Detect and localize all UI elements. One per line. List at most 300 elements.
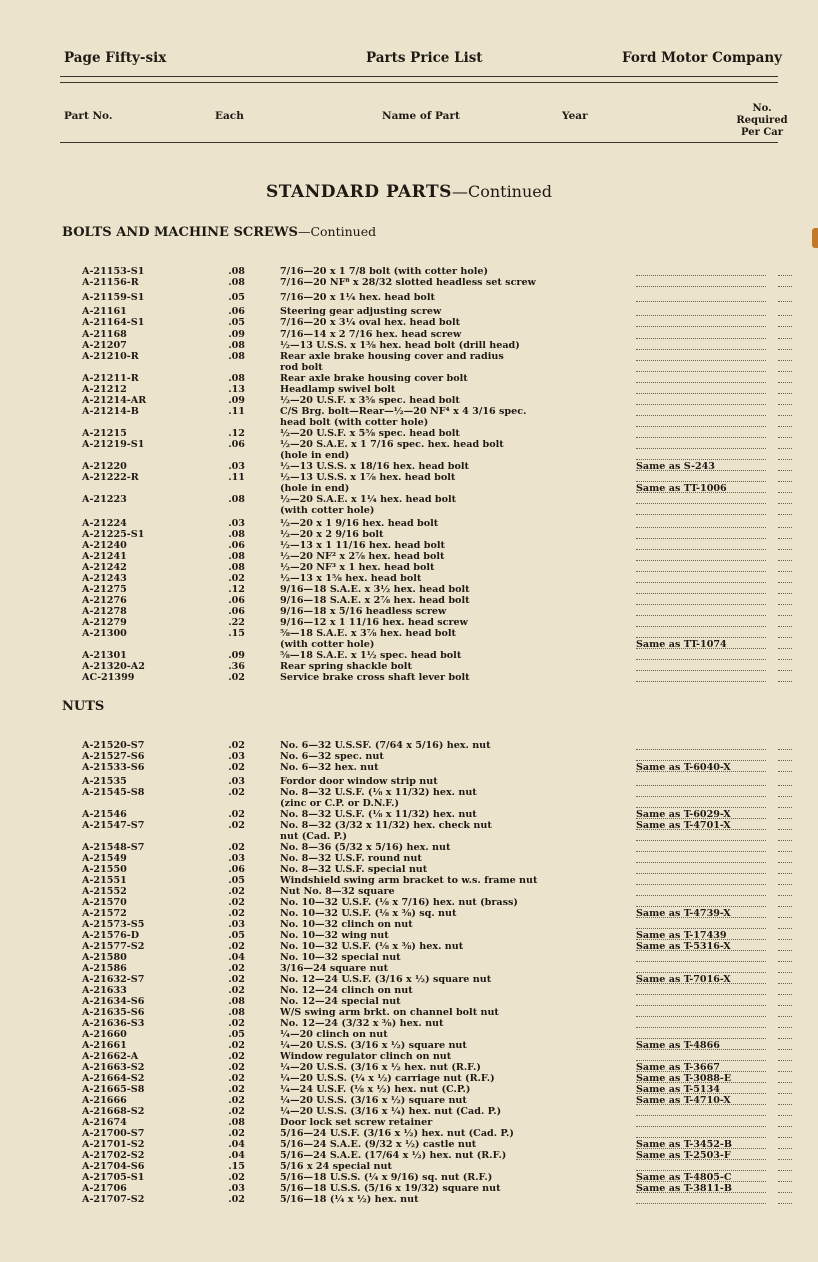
unit-price: .02 xyxy=(228,762,245,773)
required-per-car xyxy=(778,606,792,616)
part-name: No. 6—32 hex. nut xyxy=(280,762,379,773)
section-title-text: BOLTS AND MACHINE SCREWS xyxy=(62,225,298,240)
required-per-car xyxy=(778,329,792,339)
year-reference: Same as T-6040-X xyxy=(636,762,766,772)
unit-price: .04 xyxy=(228,952,245,963)
company-name: Ford Motor Company xyxy=(622,50,782,66)
unit-price: .02 xyxy=(228,908,245,919)
unit-price: .12 xyxy=(228,428,245,439)
required-per-car xyxy=(778,1095,792,1105)
table-row xyxy=(0,395,818,406)
part-number: A-21223 xyxy=(82,494,127,505)
table-row xyxy=(0,562,818,573)
part-name: head bolt (with cotter hole) xyxy=(280,417,429,428)
part-name: No. 8—32 U.S.F. special nut xyxy=(280,864,428,875)
section-heading xyxy=(0,182,818,202)
required-per-car xyxy=(778,1040,792,1050)
part-name: No. 8—32 U.S.F. round nut xyxy=(280,853,422,864)
part-name: ¼—20 U.S.S. (3/16 x ½) square nut xyxy=(280,1095,467,1106)
part-number: A-21707-S2 xyxy=(82,1194,145,1205)
part-number: A-21212 xyxy=(82,384,127,395)
table-row xyxy=(0,751,818,762)
part-name: C/S Brg. bolt—Rear—½—20 NF⁴ x 4 3/16 spec. xyxy=(280,406,527,417)
part-number: A-21275 xyxy=(82,584,127,595)
required-per-car xyxy=(778,661,792,671)
part-number: A-21662-A xyxy=(82,1051,139,1062)
part-name: No. 8—32 U.S.F. (⅛ x 11/32) hex. nut xyxy=(280,809,477,820)
table-row xyxy=(0,897,818,908)
unit-price: .02 xyxy=(228,963,245,974)
year-reference xyxy=(636,661,766,671)
unit-price: .06 xyxy=(228,306,245,317)
unit-price: .08 xyxy=(228,551,245,562)
year-reference xyxy=(636,963,766,973)
part-number: A-21224 xyxy=(82,518,127,529)
part-number: A-21215 xyxy=(82,428,127,439)
part-number: A-21704-S6 xyxy=(82,1161,145,1172)
part-number: A-21225-S1 xyxy=(82,529,145,540)
table-row xyxy=(0,798,818,809)
part-name: ½—13 U.S.S. x 1⅜ hex. head bolt (drill head) xyxy=(280,340,520,351)
part-number: A-21214-AR xyxy=(82,395,147,406)
part-name: 5/16—24 U.S.F. (3/16 x ½) hex. nut (Cad. P.) xyxy=(280,1128,514,1139)
part-name: (hole in end) xyxy=(280,450,350,461)
required-per-car xyxy=(778,529,792,539)
part-number: A-21665-S8 xyxy=(82,1084,145,1095)
required-per-car xyxy=(778,617,792,627)
unit-price: .08 xyxy=(228,996,245,1007)
year-reference xyxy=(636,1051,766,1061)
required-per-car xyxy=(778,472,792,482)
column-each: Each xyxy=(215,110,244,122)
part-number: A-21520-S7 xyxy=(82,740,145,751)
year-reference xyxy=(636,428,766,438)
table-row xyxy=(0,277,818,288)
required-per-car xyxy=(778,395,792,405)
part-name: 5/16—18 (¼ x ½) hex. nut xyxy=(280,1194,419,1205)
section-title xyxy=(62,698,104,714)
required-per-car xyxy=(778,562,792,572)
table-row xyxy=(0,930,818,941)
part-number: A-21242 xyxy=(82,562,127,573)
heading-continued: —Continued xyxy=(451,182,552,201)
required-per-car xyxy=(778,317,792,327)
table-row xyxy=(0,650,818,661)
table-row xyxy=(0,1051,818,1062)
table-row xyxy=(0,461,818,472)
unit-price: .02 xyxy=(228,820,245,831)
table-row xyxy=(0,362,818,373)
part-number: A-21548-S7 xyxy=(82,842,145,853)
table-row xyxy=(0,875,818,886)
part-number: A-21240 xyxy=(82,540,127,551)
unit-price: .08 xyxy=(228,351,245,362)
unit-price: .02 xyxy=(228,787,245,798)
required-per-car xyxy=(778,809,792,819)
part-number: A-21663-S2 xyxy=(82,1062,145,1073)
unit-price: .02 xyxy=(228,1040,245,1051)
required-per-car xyxy=(778,974,792,984)
part-name: No. 8—32 (3/32 x 11/32) hex. check nut xyxy=(280,820,492,831)
year-reference xyxy=(636,864,766,874)
part-number: A-21276 xyxy=(82,595,127,606)
table-row xyxy=(0,483,818,494)
year-reference xyxy=(636,628,766,638)
required-per-car xyxy=(778,1128,792,1138)
year-reference xyxy=(636,897,766,907)
part-number: A-21551 xyxy=(82,875,127,886)
part-name: ½—20 x 1 9/16 hex. head bolt xyxy=(280,518,439,529)
unit-price: .02 xyxy=(228,740,245,751)
table-row xyxy=(0,329,818,340)
unit-price: .03 xyxy=(228,461,245,472)
column-part-no: Part No. xyxy=(64,110,113,122)
part-name: ¼—20 U.S.S. (3/16 x ½ hex. nut (R.F.) xyxy=(280,1062,481,1073)
year-reference xyxy=(636,362,766,372)
year-reference xyxy=(636,384,766,394)
year-reference xyxy=(636,450,766,460)
part-name: (with cotter hole) xyxy=(280,505,375,516)
year-reference: Same as T-3667 xyxy=(636,1062,766,1072)
part-name: ½—20 NF³ x 1 hex. head bolt xyxy=(280,562,435,573)
part-number: A-21674 xyxy=(82,1117,127,1128)
column-required-line2: Required xyxy=(736,115,788,126)
required-per-car xyxy=(778,842,792,852)
part-name: ½—13 x 1 11/16 hex. head bolt xyxy=(280,540,445,551)
part-number: A-21222-R xyxy=(82,472,139,483)
table-row xyxy=(0,974,818,985)
required-per-car xyxy=(778,483,792,493)
unit-price: .09 xyxy=(228,329,245,340)
part-name: ¼—24 U.S.F. (⅛ x ½) hex. nut (C.P.) xyxy=(280,1084,471,1095)
required-per-car xyxy=(778,340,792,350)
document-title: Parts Price List xyxy=(366,50,483,66)
part-name: No. 10—32 U.S.F. (⅛ x ⅜) hex. nut xyxy=(280,941,464,952)
unit-price: .08 xyxy=(228,494,245,505)
unit-price: .02 xyxy=(228,1128,245,1139)
table-row xyxy=(0,494,818,505)
table-row xyxy=(0,518,818,529)
table-row xyxy=(0,351,818,362)
required-per-car xyxy=(778,798,792,808)
part-name: ⅝—18 S.A.E. x 3⅞ hex. head bolt xyxy=(280,628,456,639)
part-number: A-21636-S3 xyxy=(82,1018,145,1029)
part-name: No. 10—32 special nut xyxy=(280,952,401,963)
required-per-car xyxy=(778,1073,792,1083)
part-name: nut (Cad. P.) xyxy=(280,831,348,842)
required-per-car xyxy=(778,908,792,918)
year-reference xyxy=(636,562,766,572)
part-name: 5/16—24 S.A.E. (17/64 x ½) hex. nut (R.F.) xyxy=(280,1150,507,1161)
required-per-car xyxy=(778,494,792,504)
year-reference xyxy=(636,776,766,786)
year-reference: Same as TT-1006 xyxy=(636,483,766,493)
table-row xyxy=(0,1073,818,1084)
unit-price: .08 xyxy=(228,340,245,351)
year-reference xyxy=(636,1161,766,1171)
part-name: 7/16—20 NF⁸ x 28/32 slotted headless set screw xyxy=(280,277,536,288)
required-per-car xyxy=(778,787,792,797)
part-name: No. 10—32 U.S.F. (⅛ x 7/16) hex. nut (brass) xyxy=(280,897,518,908)
table-row xyxy=(0,1007,818,1018)
part-number: A-21219-S1 xyxy=(82,439,145,450)
required-per-car xyxy=(778,551,792,561)
table-row xyxy=(0,831,818,842)
year-reference xyxy=(636,395,766,405)
unit-price: .08 xyxy=(228,277,245,288)
required-per-car xyxy=(778,505,792,515)
part-number: A-21666 xyxy=(82,1095,127,1106)
unit-price: .05 xyxy=(228,317,245,328)
required-per-car xyxy=(778,1194,792,1204)
part-number: A-21661 xyxy=(82,1040,127,1051)
part-name: No. 12—24 special nut xyxy=(280,996,401,1007)
table-row xyxy=(0,384,818,395)
required-per-car xyxy=(778,886,792,896)
table-row xyxy=(0,551,818,562)
required-per-car xyxy=(778,595,792,605)
unit-price: .02 xyxy=(228,1194,245,1205)
table-row xyxy=(0,1117,818,1128)
part-name: No. 12—24 U.S.F. (3/16 x ½) square nut xyxy=(280,974,492,985)
required-per-car xyxy=(778,952,792,962)
year-reference xyxy=(636,551,766,561)
part-name: Headlamp swivel bolt xyxy=(280,384,396,395)
part-name: 5/16—24 S.A.E. (9/32 x ½) castle nut xyxy=(280,1139,477,1150)
part-name: 7/16—14 x 2 7/16 hex. head screw xyxy=(280,329,462,340)
table-row xyxy=(0,963,818,974)
required-per-car xyxy=(778,306,792,316)
required-per-car xyxy=(778,776,792,786)
unit-price: .05 xyxy=(228,292,245,303)
year-reference: Same as T-2503-F xyxy=(636,1150,766,1160)
unit-price: .02 xyxy=(228,985,245,996)
table-row xyxy=(0,306,818,317)
required-per-car xyxy=(778,1007,792,1017)
part-name: ½—13 U.S.S. x 1⅞ hex. head bolt xyxy=(280,472,456,483)
table-row xyxy=(0,740,818,751)
required-per-car xyxy=(778,266,792,276)
table-row xyxy=(0,439,818,450)
table-row xyxy=(0,1106,818,1117)
part-number: A-21210-R xyxy=(82,351,139,362)
table-row xyxy=(0,1029,818,1040)
required-per-car xyxy=(778,1161,792,1171)
year-reference: Same as T-6029-X xyxy=(636,809,766,819)
part-number: A-21660 xyxy=(82,1029,127,1040)
part-name: ⅝—18 S.A.E. x 1½ spec. head bolt xyxy=(280,650,462,661)
unit-price: .03 xyxy=(228,853,245,864)
part-name: 9/16—18 x 5/16 headless screw xyxy=(280,606,447,617)
part-name: No. 10—32 clinch on nut xyxy=(280,919,413,930)
table-row xyxy=(0,941,818,952)
required-per-car xyxy=(778,362,792,372)
part-name: ½—20 U.S.F. x 5⅝ spec. head bolt xyxy=(280,428,460,439)
table-row xyxy=(0,672,818,683)
part-name: Service brake cross shaft lever bolt xyxy=(280,672,470,683)
year-reference xyxy=(636,1007,766,1017)
required-per-car xyxy=(778,1183,792,1193)
part-number: A-21535 xyxy=(82,776,127,787)
table-row xyxy=(0,1095,818,1106)
year-reference xyxy=(636,329,766,339)
part-name: (hole in end) xyxy=(280,483,350,494)
unit-price: .06 xyxy=(228,540,245,551)
part-number: A-21545-S8 xyxy=(82,787,145,798)
required-per-car xyxy=(778,428,792,438)
table-row xyxy=(0,886,818,897)
table-row xyxy=(0,417,818,428)
required-per-car xyxy=(778,417,792,427)
table-row xyxy=(0,864,818,875)
required-per-car xyxy=(778,930,792,940)
year-reference xyxy=(636,919,766,929)
year-reference xyxy=(636,584,766,594)
table-row xyxy=(0,908,818,919)
required-per-car xyxy=(778,831,792,841)
table-row xyxy=(0,809,818,820)
year-reference xyxy=(636,406,766,416)
part-number: A-21164-S1 xyxy=(82,317,145,328)
column-required-line3: Per Car xyxy=(740,127,784,138)
table-row xyxy=(0,317,818,328)
table-row xyxy=(0,776,818,787)
table-row xyxy=(0,661,818,672)
table-row xyxy=(0,1139,818,1150)
part-number: A-21278 xyxy=(82,606,127,617)
part-name: Rear axle brake housing cover and radius xyxy=(280,351,504,362)
required-per-car xyxy=(778,941,792,951)
required-per-car xyxy=(778,439,792,449)
column-name: Name of Part xyxy=(382,110,460,122)
part-name: No. 10—32 U.S.F. (⅛ x ⅜) sq. nut xyxy=(280,908,457,919)
table-row xyxy=(0,1018,818,1029)
part-number: A-21701-S2 xyxy=(82,1139,145,1150)
part-name: ½—13 x 1⅝ hex. head bolt xyxy=(280,573,422,584)
part-number: A-21320-A2 xyxy=(82,661,145,672)
table-row xyxy=(0,573,818,584)
required-per-car xyxy=(778,1018,792,1028)
part-number: A-21552 xyxy=(82,886,127,897)
table-row xyxy=(0,529,818,540)
year-reference xyxy=(636,842,766,852)
unit-price: .03 xyxy=(228,1183,245,1194)
part-number: A-21572 xyxy=(82,908,127,919)
part-number: A-21220 xyxy=(82,461,127,472)
unit-price: .12 xyxy=(228,584,245,595)
part-number: A-21549 xyxy=(82,853,127,864)
part-number: A-21570 xyxy=(82,897,127,908)
table-row xyxy=(0,1161,818,1172)
year-reference xyxy=(636,952,766,962)
table-row xyxy=(0,628,818,639)
table-row xyxy=(0,1062,818,1073)
part-number: A-21207 xyxy=(82,340,127,351)
part-number: A-21577-S2 xyxy=(82,941,145,952)
unit-price: .03 xyxy=(228,518,245,529)
unit-price: .03 xyxy=(228,919,245,930)
year-reference: Same as T-7016-X xyxy=(636,974,766,984)
year-reference xyxy=(636,518,766,528)
required-per-car xyxy=(778,450,792,460)
year-reference xyxy=(636,798,766,808)
part-number: A-21706 xyxy=(82,1183,127,1194)
unit-price: .08 xyxy=(228,1117,245,1128)
part-number: A-21153-S1 xyxy=(82,266,145,277)
part-number: A-21211-R xyxy=(82,373,139,384)
year-reference xyxy=(636,292,766,302)
table-row xyxy=(0,919,818,930)
table-row xyxy=(0,450,818,461)
unit-price: .02 xyxy=(228,573,245,584)
year-reference xyxy=(636,505,766,515)
unit-price: .06 xyxy=(228,864,245,875)
part-number: AC-21399 xyxy=(82,672,135,683)
table-row xyxy=(0,472,818,483)
year-reference xyxy=(636,340,766,350)
year-reference: Same as T-4710-X xyxy=(636,1095,766,1105)
year-reference xyxy=(636,373,766,383)
required-per-car xyxy=(778,1084,792,1094)
table-row xyxy=(0,505,818,516)
part-name: ¼—20 clinch on nut xyxy=(280,1029,388,1040)
required-per-car xyxy=(778,1172,792,1182)
table-row xyxy=(0,406,818,417)
year-reference xyxy=(636,751,766,761)
section-title xyxy=(62,224,376,240)
part-name: 9/16—18 S.A.E. x 2⅞ hex. head bolt xyxy=(280,595,470,606)
unit-price: .11 xyxy=(228,472,245,483)
unit-price: .09 xyxy=(228,395,245,406)
part-name: ½—20 U.S.F. x 3⅝ spec. head bolt xyxy=(280,395,460,406)
part-name: W/S swing arm brkt. on channel bolt nut xyxy=(280,1007,499,1018)
unit-price: .02 xyxy=(228,1095,245,1106)
year-reference xyxy=(636,985,766,995)
page-number: Page Fifty-six xyxy=(64,50,167,66)
part-name: (with cotter hole) xyxy=(280,639,375,650)
part-name: 5/16 x 24 special nut xyxy=(280,1161,392,1172)
year-reference: Same as T-4805-C xyxy=(636,1172,766,1182)
required-per-car xyxy=(778,672,792,682)
table-row xyxy=(0,340,818,351)
year-reference xyxy=(636,996,766,1006)
required-per-car xyxy=(778,751,792,761)
part-name: ½—20 S.A.E. x 1 7/16 spec. hex. head bolt xyxy=(280,439,504,450)
unit-price: .08 xyxy=(228,266,245,277)
year-reference: Same as T-5134 xyxy=(636,1084,766,1094)
year-reference xyxy=(636,540,766,550)
unit-price: .02 xyxy=(228,1073,245,1084)
required-per-car xyxy=(778,740,792,750)
table-row xyxy=(0,787,818,798)
year-reference xyxy=(636,606,766,616)
part-name: 5/16—18 U.S.S. (¼ x 9/16) sq. nut (R.F.) xyxy=(280,1172,493,1183)
required-per-car xyxy=(778,628,792,638)
table-row xyxy=(0,1040,818,1051)
column-header-rule xyxy=(60,142,778,143)
required-per-car xyxy=(778,573,792,583)
required-per-car xyxy=(778,820,792,830)
unit-price: .08 xyxy=(228,373,245,384)
year-reference xyxy=(636,317,766,327)
year-reference xyxy=(636,266,766,276)
year-reference xyxy=(636,351,766,361)
part-number: A-21159-S1 xyxy=(82,292,145,303)
part-name: No. 10—32 wing nut xyxy=(280,930,389,941)
year-reference xyxy=(636,1117,766,1127)
required-per-car xyxy=(778,277,792,287)
year-reference xyxy=(636,672,766,682)
